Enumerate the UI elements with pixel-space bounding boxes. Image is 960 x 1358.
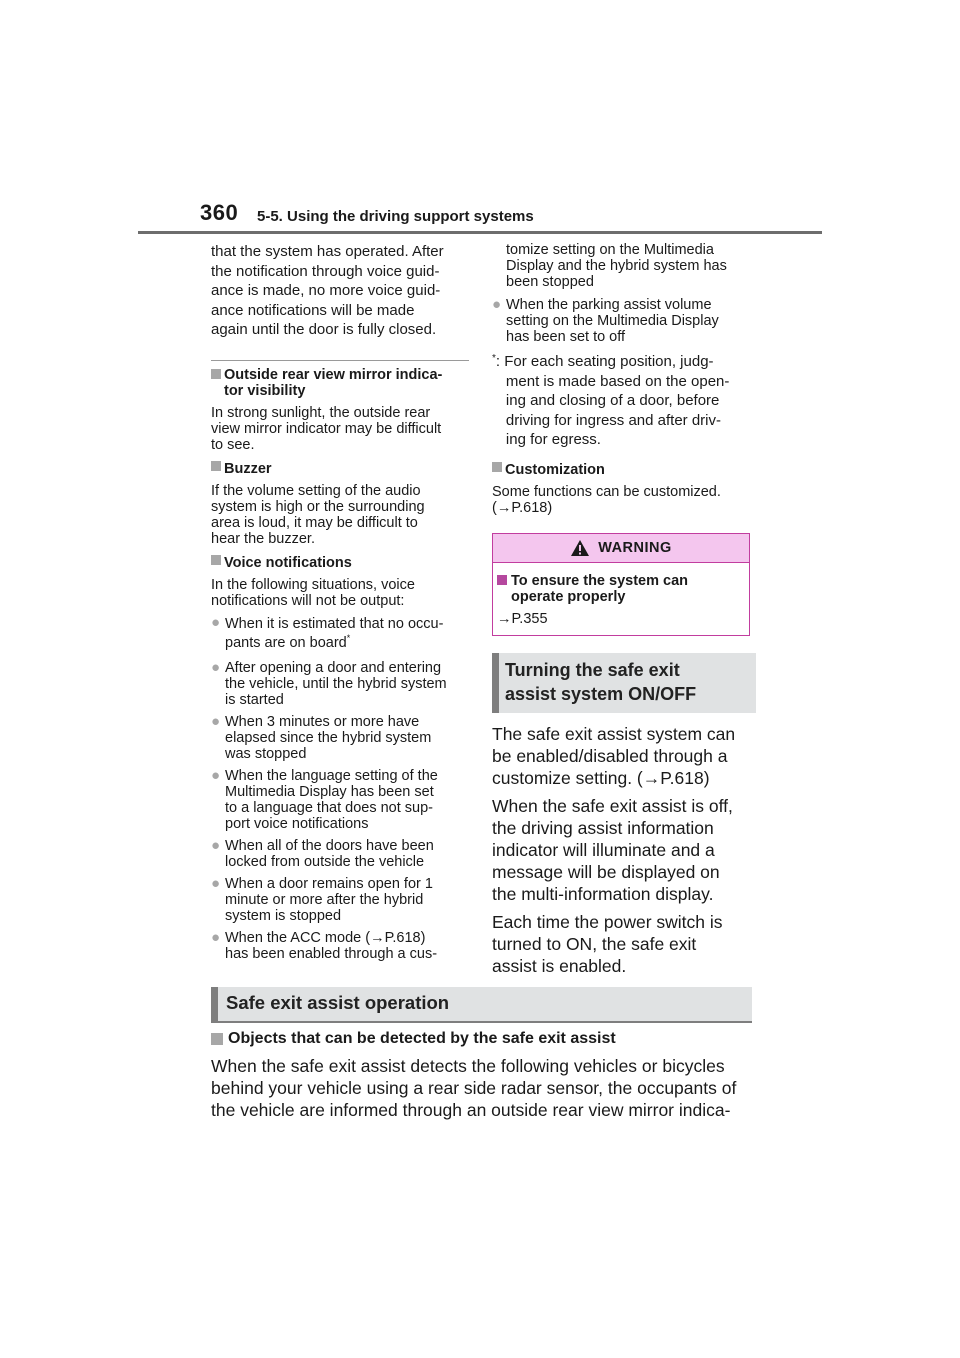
circle-bullet-icon: ●	[211, 874, 221, 892]
section-title: 5-5. Using the driving support systems	[257, 208, 534, 225]
operation-content	[211, 1029, 771, 1121]
text-line: When a door remains open for 1	[225, 875, 433, 892]
text-line: port voice notifications	[225, 815, 369, 832]
text-line: system is stopped	[225, 907, 342, 924]
text-line: tomize setting on the Multimedia	[506, 242, 714, 258]
heading-text: Customization	[505, 461, 605, 478]
text-line: turned to ON, the safe exit	[492, 933, 697, 954]
text-line: In the following situations, voice	[211, 576, 415, 593]
operation-section-heading: Safe exit assist operation	[211, 987, 752, 1021]
divider	[211, 360, 469, 361]
text-line: ment is made based on the open-	[505, 372, 730, 390]
operation-heading-rule	[211, 1021, 752, 1023]
list-item	[492, 297, 752, 345]
text-line: hear the buzzer.	[211, 530, 315, 547]
heading-line: assist system ON/OFF	[505, 683, 697, 704]
page-number: 360	[200, 200, 239, 225]
text-line: the notification through voice guid-	[211, 262, 440, 280]
right-column	[492, 242, 752, 977]
text-line: When the language setting of the	[225, 767, 438, 784]
text-line: When it is estimated that no occu-	[225, 615, 444, 632]
text-line: When the safe exit assist is off,	[492, 795, 733, 816]
text-line: Each time the power switch is	[492, 911, 723, 932]
left-column	[211, 242, 469, 962]
text-line: the vehicle are informed through an outside rear view mirror indica-	[211, 1100, 731, 1120]
text-line: view mirror indicator may be difficult	[211, 420, 442, 437]
text-line: When the ACC mode (→P.618)	[225, 929, 426, 946]
text-line: area is loud, it may be difficult to	[211, 514, 418, 531]
list-item	[211, 615, 469, 653]
customization-heading	[492, 462, 752, 478]
text-line: the vehicle, until the hybrid system	[225, 675, 447, 692]
heading-text: Objects that can be detected by the safe exit assist	[228, 1030, 616, 1047]
text-line: notifications will not be output:	[211, 592, 405, 609]
text-line: assist is enabled.	[492, 955, 627, 976]
text-line: Multimedia Display has been set	[225, 783, 434, 800]
text-line: system is high or the surrounding	[211, 498, 425, 515]
text-line: In strong sunlight, the outside rear	[211, 404, 431, 421]
text-line: has been set to off	[506, 329, 626, 345]
operation-body	[211, 1055, 771, 1121]
list-item	[211, 838, 469, 870]
text-line: indicator will illuminate and a	[492, 839, 715, 860]
warning-subheading	[497, 573, 745, 605]
heading-line: Outside rear view mirror indica-	[224, 366, 443, 383]
circle-bullet-icon: ●	[211, 712, 221, 730]
footnote-marker: *	[346, 632, 351, 643]
mirror-heading	[211, 367, 469, 399]
text-line: After opening a door and entering	[225, 659, 442, 676]
square-marker-icon	[211, 1033, 223, 1045]
circle-bullet-icon: ●	[211, 658, 221, 676]
heading-line: Turning the safe exit	[505, 659, 680, 680]
text-line: be enabled/disabled through a	[492, 745, 728, 766]
onoff-paragraph-1	[492, 723, 752, 789]
continued-bullet	[492, 242, 752, 290]
voice-bullet-list	[211, 615, 469, 962]
text-line: : For each seating position, judg-	[495, 353, 714, 370]
heading-text: Voice notifications	[224, 554, 352, 571]
list-item	[211, 714, 469, 762]
text-line: customize setting. (→P.618)	[492, 767, 710, 788]
list-item	[211, 876, 469, 924]
onoff-paragraph-2	[492, 795, 752, 905]
buzzer-heading	[211, 461, 469, 477]
text-line: ance notifications will be made	[211, 301, 415, 319]
text-line: to see.	[211, 436, 255, 453]
heading-line: tor visibility	[224, 382, 306, 399]
text-line: the driving assist information	[492, 817, 714, 838]
text-line: locked from outside the vehicle	[225, 853, 425, 870]
heading-line: To ensure the system can	[511, 572, 689, 589]
circle-bullet-icon: ●	[211, 928, 221, 946]
text-line: When the safe exit assist detects the following vehicles or bicycles	[211, 1056, 725, 1076]
text-line: When all of the doors have been	[225, 837, 434, 854]
text-line: is started	[225, 691, 284, 708]
warning-box	[492, 533, 750, 636]
circle-bullet-icon: ●	[211, 836, 221, 854]
onoff-section-heading	[492, 653, 756, 713]
text-line: ance is made, no more voice guid-	[211, 282, 441, 299]
text-line: When 3 minutes or more have	[225, 713, 420, 730]
onoff-paragraph-3	[492, 911, 752, 977]
text-line: again until the door is fully closed.	[211, 321, 437, 338]
text-line: elapsed since the hybrid system	[225, 729, 432, 746]
voice-body	[211, 577, 469, 609]
text-line: the multi-information display.	[492, 883, 714, 904]
heading-line: operate properly	[511, 588, 626, 605]
operation-subheading	[211, 1029, 771, 1049]
list-item	[211, 660, 469, 708]
text-line: pants are on board	[225, 634, 347, 651]
text-line: that the system has operated. After	[211, 243, 444, 260]
text-line: minute or more after the hybrid	[225, 891, 424, 908]
text-line: setting on the Multimedia Display	[506, 313, 719, 329]
text-line: has been enabled through a cus-	[225, 945, 438, 962]
text-line: If the volume setting of the audio	[211, 482, 421, 499]
square-marker-icon	[211, 369, 221, 379]
warning-title: WARNING	[598, 539, 672, 556]
intro-paragraph	[211, 242, 469, 340]
text-line: driving for ingress and after driv-	[505, 411, 721, 429]
text-line: ing and closing of a door, before	[505, 392, 720, 409]
list-item	[211, 930, 469, 962]
mirror-body	[211, 405, 469, 453]
warning-triangle-icon	[570, 539, 590, 557]
warning-header	[493, 534, 749, 563]
warning-content	[493, 563, 749, 635]
text-line: behind your vehicle using a rear side radar sensor, the occupants of	[211, 1078, 737, 1098]
buzzer-body	[211, 483, 469, 547]
circle-bullet-icon: ●	[211, 613, 221, 631]
text-line: was stopped	[225, 745, 307, 762]
square-marker-icon	[492, 462, 502, 472]
text-line: Some functions can be customized.	[492, 483, 721, 500]
square-marker-icon	[211, 461, 221, 471]
voice-heading	[211, 555, 469, 571]
square-marker-icon	[497, 575, 507, 585]
circle-bullet-icon: ●	[492, 296, 502, 313]
customization-body	[492, 484, 752, 516]
text-line: When the parking assist volume	[506, 297, 712, 313]
text-line: Display and the hybrid system has	[506, 258, 727, 274]
circle-bullet-icon: ●	[211, 766, 221, 784]
text-line: message will be displayed on	[492, 861, 720, 882]
list-item	[211, 768, 469, 832]
header-rule	[138, 231, 822, 234]
text-line: to a language that does not sup-	[225, 799, 433, 816]
page-reference-link[interactable]: →P.355	[497, 610, 548, 627]
text-line: ing for egress.	[505, 431, 601, 448]
square-marker-icon	[211, 555, 221, 565]
text-line: The safe exit assist system can	[492, 723, 736, 744]
operation-section	[211, 987, 752, 1023]
heading-text: Buzzer	[224, 460, 272, 477]
page-reference-link[interactable]: (→P.618)	[492, 499, 553, 516]
footnote	[492, 352, 752, 450]
text-line: been stopped	[506, 274, 594, 290]
footnote-marker: *	[492, 353, 496, 364]
